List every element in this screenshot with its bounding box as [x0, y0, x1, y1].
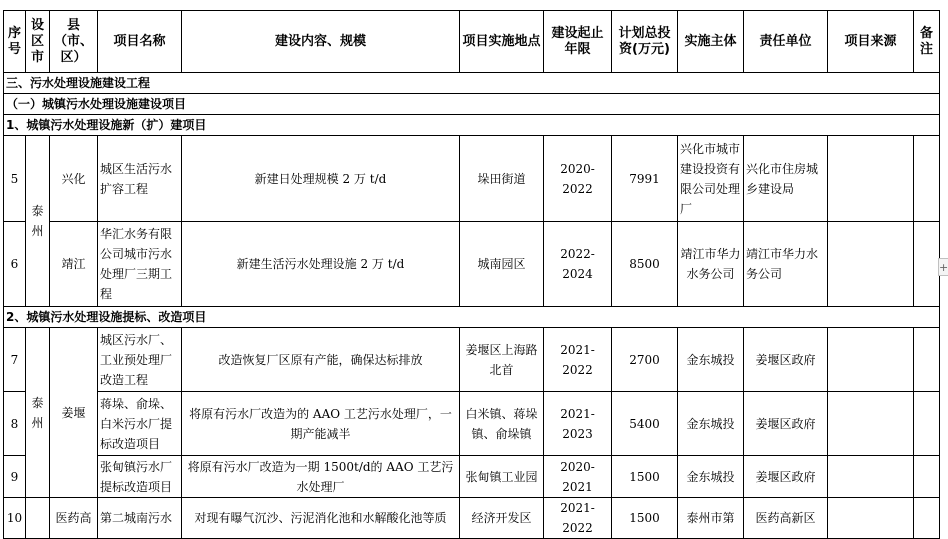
- section-row: [4, 73, 940, 94]
- cell-implementer: 兴化市城市建设投资有限公司处理厂: [678, 136, 744, 222]
- section-row: [4, 307, 940, 328]
- table-row: [4, 222, 940, 307]
- cell-name: 蒋垛、俞垛、白米污水厂提标改造项目: [98, 392, 182, 456]
- cell-name: 张甸镇污水厂提标改造项目: [98, 456, 182, 498]
- cell-seq: 7: [4, 328, 26, 392]
- cell-note: [914, 328, 940, 392]
- header-row: [4, 11, 940, 73]
- cell-responsible: 姜堰区政府: [744, 328, 828, 392]
- cell-seq: 5: [4, 136, 26, 222]
- cell-investment: 1500: [612, 456, 678, 498]
- cell-county: 靖江: [50, 222, 98, 307]
- section-row: [4, 94, 940, 115]
- cell-responsible: 姜堰区政府: [744, 456, 828, 498]
- header-content: 建设内容、规模: [182, 11, 460, 73]
- header-investment: 计划总投资(万元): [612, 11, 678, 73]
- header-note: 备注: [914, 11, 940, 73]
- cell-period: 2022-2024: [544, 222, 612, 307]
- project-table-sheet: [3, 10, 940, 539]
- cell-source: [828, 136, 914, 222]
- cell-city: 泰州: [26, 136, 50, 307]
- cell-note: [914, 136, 940, 222]
- cell-location: 白米镇、蒋垛镇、俞垛镇: [460, 392, 544, 456]
- header-responsible: 责任单位: [744, 11, 828, 73]
- section-title: （一）城镇污水处理设施建设项目: [4, 94, 940, 115]
- table-row: [4, 328, 940, 392]
- section-title: 1、城镇污水处理设施新（扩）建项目: [4, 115, 940, 136]
- cell-name: 华汇水务有限公司城市污水处理厂三期工程: [98, 222, 182, 307]
- cell-note: [914, 456, 940, 498]
- cell-source: [828, 392, 914, 456]
- cell-source: [828, 222, 914, 307]
- header-source: 项目来源: [828, 11, 914, 73]
- table-row: [4, 498, 940, 539]
- cell-seq: 9: [4, 456, 26, 498]
- section-title: 2、城镇污水处理设施提标、改造项目: [4, 307, 940, 328]
- cell-county: 医药高: [50, 498, 98, 539]
- header-location: 项目实施地点: [460, 11, 544, 73]
- header-city: 设区市: [26, 11, 50, 73]
- cell-content: 将原有污水厂改造为一期 1500t/d的 AAO 工艺污水处理厂: [182, 456, 460, 498]
- cell-content: 新建日处理规模 2 万 t/d: [182, 136, 460, 222]
- cell-location: 垛田街道: [460, 136, 544, 222]
- cell-content: 改造恢复厂区原有产能，确保达标排放: [182, 328, 460, 392]
- cell-investment: 8500: [612, 222, 678, 307]
- cell-seq: 6: [4, 222, 26, 307]
- cell-source: [828, 456, 914, 498]
- cell-city: 泰州: [26, 328, 50, 498]
- cell-location: 城南园区: [460, 222, 544, 307]
- cell-location: 姜堰区上海路北首: [460, 328, 544, 392]
- header-period: 建设起止年限: [544, 11, 612, 73]
- cell-content: 新建生活污水处理设施 2 万 t/d: [182, 222, 460, 307]
- cell-name: 第二城南污水: [98, 498, 182, 539]
- cell-responsible: 兴化市住房城乡建设局: [744, 136, 828, 222]
- cell-period: 2020-2022: [544, 136, 612, 222]
- cell-responsible: 医药高新区: [744, 498, 828, 539]
- cell-implementer: 金东城投: [678, 456, 744, 498]
- table-row: [4, 136, 940, 222]
- cell-implementer: 金东城投: [678, 328, 744, 392]
- cell-investment: 1500: [612, 498, 678, 539]
- table-row: [4, 456, 940, 498]
- cell-content: 将原有污水厂改造为的 AAO 工艺污水处理厂，一期产能减半: [182, 392, 460, 456]
- table-row: [4, 392, 940, 456]
- cell-period: 2021-2023: [544, 392, 612, 456]
- cell-city: [26, 498, 50, 539]
- cell-seq: 8: [4, 392, 26, 456]
- cell-name: 城区生活污水扩容工程: [98, 136, 182, 222]
- cell-responsible: 姜堰区政府: [744, 392, 828, 456]
- project-table: [3, 10, 940, 539]
- cell-note: [914, 498, 940, 539]
- cell-investment: 5400: [612, 392, 678, 456]
- cell-investment: 2700: [612, 328, 678, 392]
- cell-content: 对现有曝气沉沙、污泥消化池和水解酸化池等质: [182, 498, 460, 539]
- cell-responsible: 靖江市华力水务公司: [744, 222, 828, 307]
- cell-implementer: 泰州市第: [678, 498, 744, 539]
- cell-period: 2021-2022: [544, 328, 612, 392]
- cell-note: [914, 222, 940, 307]
- cell-period: 2021-2022: [544, 498, 612, 539]
- cell-location: 张甸镇工业园: [460, 456, 544, 498]
- cell-name: 城区污水厂、工业预处理厂改造工程: [98, 328, 182, 392]
- cell-location: 经济开发区: [460, 498, 544, 539]
- section-title: 三、污水处理设施建设工程: [4, 73, 940, 94]
- cell-county: 姜堰: [50, 328, 98, 498]
- cell-county: 兴化: [50, 136, 98, 222]
- expand-handle-icon[interactable]: +: [938, 258, 948, 276]
- cell-investment: 7991: [612, 136, 678, 222]
- cell-note: [914, 392, 940, 456]
- header-implementer: 实施主体: [678, 11, 744, 73]
- cell-source: [828, 328, 914, 392]
- cell-seq: 10: [4, 498, 26, 539]
- cell-implementer: 靖江市华力水务公司: [678, 222, 744, 307]
- header-name: 项目名称: [98, 11, 182, 73]
- section-row: [4, 115, 940, 136]
- header-county: 县（市、区）: [50, 11, 98, 73]
- cell-implementer: 金东城投: [678, 392, 744, 456]
- cell-source: [828, 498, 914, 539]
- cell-period: 2020-2021: [544, 456, 612, 498]
- header-seq: 序号: [4, 11, 26, 73]
